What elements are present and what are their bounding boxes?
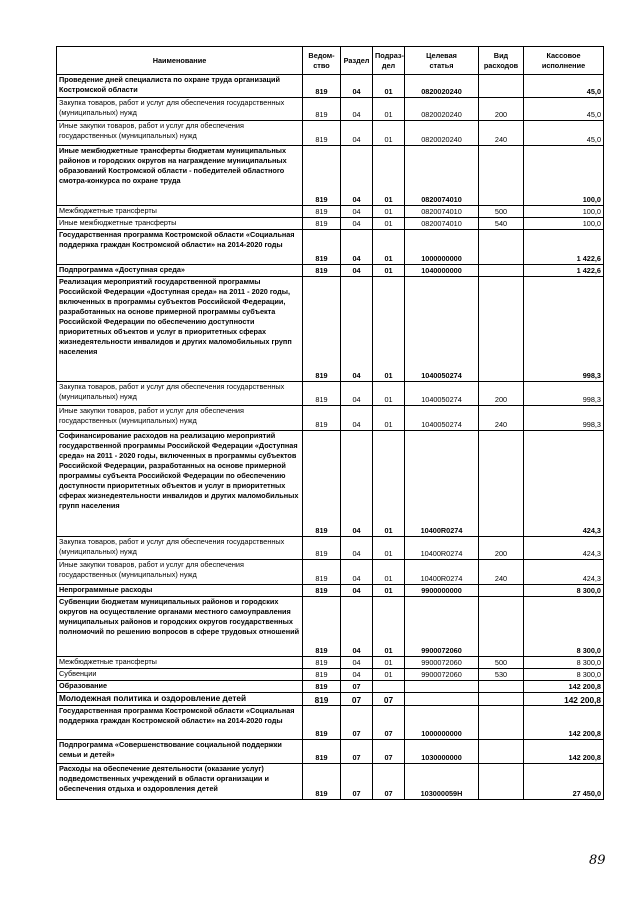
- cell-target: 1040050274: [405, 277, 479, 382]
- cell-dept: 819: [303, 230, 341, 265]
- cell-target: 10400R0274: [405, 560, 479, 585]
- cell-section: 04: [341, 406, 373, 431]
- header-subsection: Подраз- дел: [373, 47, 405, 75]
- cell-section: 04: [341, 121, 373, 146]
- table-row: [57, 585, 604, 597]
- cell-cash: 8 300,0: [524, 669, 604, 681]
- table-row: [57, 764, 604, 800]
- cell-section: 04: [341, 431, 373, 537]
- cell-cash: 8 300,0: [524, 597, 604, 657]
- cell-subsection: 07: [373, 740, 405, 764]
- table-row: [57, 98, 604, 121]
- cell-name: Реализация мероприятий государственной программы Российской Федерации «Доступная среда» на 2011 - 2020 годы, включенных в программы субъектов Российской Федерации, разработанных на основе примерной программы субъекта Российской Федерации по обеспечению доступности приоритетных объектов и услуг в приоритетных сферах жизнедеятельности инвалидов и других маломобильных групп населения: [57, 277, 303, 382]
- cell-exp-type: 200: [479, 537, 524, 560]
- cell-dept: 819: [303, 560, 341, 585]
- cell-cash: 998,3: [524, 406, 604, 431]
- table-row: [57, 706, 604, 740]
- table-row: [57, 537, 604, 560]
- cell-subsection: 01: [373, 230, 405, 265]
- cell-exp-type: [479, 265, 524, 277]
- cell-subsection: 01: [373, 277, 405, 382]
- cell-section: 07: [341, 681, 373, 693]
- cell-name: Закупка товаров, работ и услуг для обеспечения государственных (муниципальных) нужд: [57, 537, 303, 560]
- cell-dept: 819: [303, 382, 341, 406]
- cell-name: Иные закупки товаров, работ и услуг для обеспечения государственных (муниципальных) нужд: [57, 406, 303, 431]
- cell-target: 0820020240: [405, 98, 479, 121]
- cell-exp-type: 200: [479, 382, 524, 406]
- cell-dept: 819: [303, 740, 341, 764]
- cell-subsection: 01: [373, 98, 405, 121]
- cell-target: 1000000000: [405, 230, 479, 265]
- cell-cash: 8 300,0: [524, 657, 604, 669]
- cell-target: 1040050274: [405, 406, 479, 431]
- table-row: [57, 597, 604, 657]
- cell-name: Проведение дней специалиста по охране труда организаций Костромской области: [57, 75, 303, 98]
- cell-section: 04: [341, 560, 373, 585]
- cell-section: 04: [341, 669, 373, 681]
- cell-name: Закупка товаров, работ и услуг для обеспечения государственных (муниципальных) нужд: [57, 98, 303, 121]
- header-section: Раздел: [341, 47, 373, 75]
- cell-dept: 819: [303, 75, 341, 98]
- cell-cash: 100,0: [524, 146, 604, 206]
- cell-subsection: 01: [373, 265, 405, 277]
- cell-exp-type: [479, 597, 524, 657]
- cell-section: 04: [341, 206, 373, 218]
- cell-cash: 424,3: [524, 537, 604, 560]
- cell-target: 9900072060: [405, 657, 479, 669]
- cell-target: 9900072060: [405, 597, 479, 657]
- cell-section: 04: [341, 265, 373, 277]
- cell-exp-type: [479, 681, 524, 693]
- table-row: [57, 230, 604, 265]
- table-row: [57, 431, 604, 537]
- cell-target: 10400R0274: [405, 431, 479, 537]
- cell-exp-type: 200: [479, 98, 524, 121]
- header-target: Целевая статья: [405, 47, 479, 75]
- cell-subsection: 07: [373, 706, 405, 740]
- cell-dept: 819: [303, 206, 341, 218]
- cell-dept: 819: [303, 537, 341, 560]
- cell-dept: 819: [303, 597, 341, 657]
- cell-dept: 819: [303, 265, 341, 277]
- cell-target: 1000000000: [405, 706, 479, 740]
- cell-subsection: 01: [373, 560, 405, 585]
- cell-cash: 8 300,0: [524, 585, 604, 597]
- cell-exp-type: 530: [479, 669, 524, 681]
- page-number: 89: [589, 853, 606, 868]
- cell-subsection: [373, 681, 405, 693]
- table-body: [57, 75, 604, 800]
- cell-dept: 819: [303, 669, 341, 681]
- cell-target: 103000059Н: [405, 764, 479, 800]
- table-row: [57, 146, 604, 206]
- cell-dept: 819: [303, 764, 341, 800]
- cell-dept: 819: [303, 693, 341, 706]
- cell-subsection: 01: [373, 585, 405, 597]
- cell-exp-type: 240: [479, 560, 524, 585]
- table-row: [57, 681, 604, 693]
- cell-section: 07: [341, 706, 373, 740]
- header-dept: Ведом- ство: [303, 47, 341, 75]
- cell-dept: 819: [303, 585, 341, 597]
- cell-section: 04: [341, 382, 373, 406]
- cell-exp-type: [479, 431, 524, 537]
- cell-exp-type: [479, 706, 524, 740]
- table-row: [57, 740, 604, 764]
- cell-section: 04: [341, 218, 373, 230]
- cell-target: 0820020240: [405, 121, 479, 146]
- cell-target: 9900072060: [405, 669, 479, 681]
- cell-exp-type: [479, 585, 524, 597]
- cell-target: 9900000000: [405, 585, 479, 597]
- cell-name: Иные закупки товаров, работ и услуг для обеспечения государственных (муниципальных) нужд: [57, 560, 303, 585]
- cell-exp-type: 540: [479, 218, 524, 230]
- cell-exp-type: 240: [479, 121, 524, 146]
- cell-cash: 1 422,6: [524, 230, 604, 265]
- cell-dept: 819: [303, 406, 341, 431]
- cell-target: [405, 693, 479, 706]
- cell-name: Молодежная политика и оздоровление детей: [57, 693, 303, 706]
- cell-cash: 142 200,8: [524, 706, 604, 740]
- cell-section: 07: [341, 740, 373, 764]
- cell-name: Непрограммные расходы: [57, 585, 303, 597]
- cell-name: Государственная программа Костромской области «Социальная поддержка граждан Костромской области» на 2014-2020 годы: [57, 706, 303, 740]
- cell-subsection: 01: [373, 218, 405, 230]
- cell-exp-type: [479, 764, 524, 800]
- cell-exp-type: 240: [479, 406, 524, 431]
- cell-cash: 45,0: [524, 98, 604, 121]
- cell-cash: 100,0: [524, 218, 604, 230]
- cell-dept: 819: [303, 121, 341, 146]
- cell-exp-type: [479, 75, 524, 98]
- table-row: [57, 657, 604, 669]
- table-row: [57, 560, 604, 585]
- cell-name: Субвенции: [57, 669, 303, 681]
- cell-subsection: 01: [373, 657, 405, 669]
- cell-dept: 819: [303, 431, 341, 537]
- cell-cash: 142 200,8: [524, 693, 604, 706]
- header-name: Наименование: [57, 47, 303, 75]
- cell-exp-type: [479, 277, 524, 382]
- header-cash: Кассовое исполнение: [524, 47, 604, 75]
- cell-target: 0820074010: [405, 206, 479, 218]
- cell-target: 0820074010: [405, 146, 479, 206]
- cell-cash: 998,3: [524, 382, 604, 406]
- cell-cash: 45,0: [524, 121, 604, 146]
- table-row: [57, 121, 604, 146]
- cell-exp-type: 500: [479, 206, 524, 218]
- cell-cash: 424,3: [524, 431, 604, 537]
- table-row: [57, 669, 604, 681]
- cell-section: 04: [341, 585, 373, 597]
- table-row: [57, 277, 604, 382]
- cell-subsection: 01: [373, 431, 405, 537]
- cell-name: Иные межбюджетные трансферты бюджетам муниципальных районов и городских округов на награждение муниципальных образований Костромской области - победителей областного смотра-конкурса по охране труда: [57, 146, 303, 206]
- cell-cash: 998,3: [524, 277, 604, 382]
- cell-cash: 45,0: [524, 75, 604, 98]
- cell-section: 07: [341, 693, 373, 706]
- cell-target: 1040050274: [405, 382, 479, 406]
- cell-target: 0820074010: [405, 218, 479, 230]
- cell-name: Государственная программа Костромской области «Социальная поддержка граждан Костромской области» на 2014-2020 годы: [57, 230, 303, 265]
- table-row: [57, 406, 604, 431]
- cell-name: Софинансирование расходов на реализацию мероприятий государственной программы Российской Федерации «Доступная среда» на 2011 - 2020 годы, включенных в программы субъектов Российской Федерации, разработанных на основе примерной программы субъекта Российской Федерации по обеспечению доступности приоритетных объектов и услуг в приоритетных сферах жизнедеятельности инвалидов и других маломобильных групп населения: [57, 431, 303, 537]
- cell-subsection: 01: [373, 406, 405, 431]
- cell-subsection: 01: [373, 206, 405, 218]
- table-header-row: [57, 47, 604, 75]
- cell-section: 04: [341, 146, 373, 206]
- cell-dept: 819: [303, 98, 341, 121]
- cell-target: 1030000000: [405, 740, 479, 764]
- cell-subsection: 07: [373, 764, 405, 800]
- cell-section: 04: [341, 657, 373, 669]
- cell-name: Подпрограмма «Доступная среда»: [57, 265, 303, 277]
- cell-section: 04: [341, 230, 373, 265]
- cell-name: Межбюджетные трансферты: [57, 657, 303, 669]
- cell-name: Образование: [57, 681, 303, 693]
- cell-exp-type: 500: [479, 657, 524, 669]
- cell-subsection: 01: [373, 75, 405, 98]
- cell-section: 04: [341, 75, 373, 98]
- cell-dept: 819: [303, 681, 341, 693]
- cell-dept: 819: [303, 706, 341, 740]
- cell-dept: 819: [303, 146, 341, 206]
- cell-exp-type: [479, 146, 524, 206]
- cell-subsection: 07: [373, 693, 405, 706]
- cell-exp-type: [479, 740, 524, 764]
- cell-name: Иные закупки товаров, работ и услуг для обеспечения государственных (муниципальных) нужд: [57, 121, 303, 146]
- table-row: [57, 206, 604, 218]
- cell-target: 1040000000: [405, 265, 479, 277]
- table-row: [57, 218, 604, 230]
- cell-cash: 142 200,8: [524, 740, 604, 764]
- table-row: [57, 693, 604, 706]
- cell-cash: 1 422,6: [524, 265, 604, 277]
- cell-target: [405, 681, 479, 693]
- cell-target: 10400R0274: [405, 537, 479, 560]
- cell-subsection: 01: [373, 146, 405, 206]
- cell-section: 04: [341, 277, 373, 382]
- cell-section: 07: [341, 764, 373, 800]
- cell-section: 04: [341, 597, 373, 657]
- cell-name: Закупка товаров, работ и услуг для обеспечения государственных (муниципальных) нужд: [57, 382, 303, 406]
- cell-dept: 819: [303, 218, 341, 230]
- table-row: [57, 75, 604, 98]
- cell-subsection: 01: [373, 382, 405, 406]
- cell-exp-type: [479, 230, 524, 265]
- budget-table: [56, 46, 604, 800]
- cell-section: 04: [341, 98, 373, 121]
- cell-subsection: 01: [373, 669, 405, 681]
- cell-subsection: 01: [373, 537, 405, 560]
- cell-name: Подпрограмма «Совершенствование социальной поддержки семьи и детей»: [57, 740, 303, 764]
- header-exp-type: Вид расходов: [479, 47, 524, 75]
- cell-section: 04: [341, 537, 373, 560]
- cell-cash: 27 450,0: [524, 764, 604, 800]
- cell-cash: 142 200,8: [524, 681, 604, 693]
- cell-dept: 819: [303, 277, 341, 382]
- cell-target: 0820020240: [405, 75, 479, 98]
- cell-subsection: 01: [373, 597, 405, 657]
- cell-subsection: 01: [373, 121, 405, 146]
- cell-exp-type: [479, 693, 524, 706]
- cell-name: Иные межбюджетные трансферты: [57, 218, 303, 230]
- table-row: [57, 265, 604, 277]
- cell-cash: 424,3: [524, 560, 604, 585]
- cell-dept: 819: [303, 657, 341, 669]
- cell-name: Субвенции бюджетам муниципальных районов и городских округов на осуществление органами местного самоуправления муниципальных районов и городских округов государственных полномочий по решению вопросов в сфере трудовых отношений: [57, 597, 303, 657]
- cell-cash: 100,0: [524, 206, 604, 218]
- table-row: [57, 382, 604, 406]
- cell-name: Расходы на обеспечение деятельности (оказание услуг) подведомственных учреждений в области организации и обеспечения отдыха и оздоровления детей: [57, 764, 303, 800]
- cell-name: Межбюджетные трансферты: [57, 206, 303, 218]
